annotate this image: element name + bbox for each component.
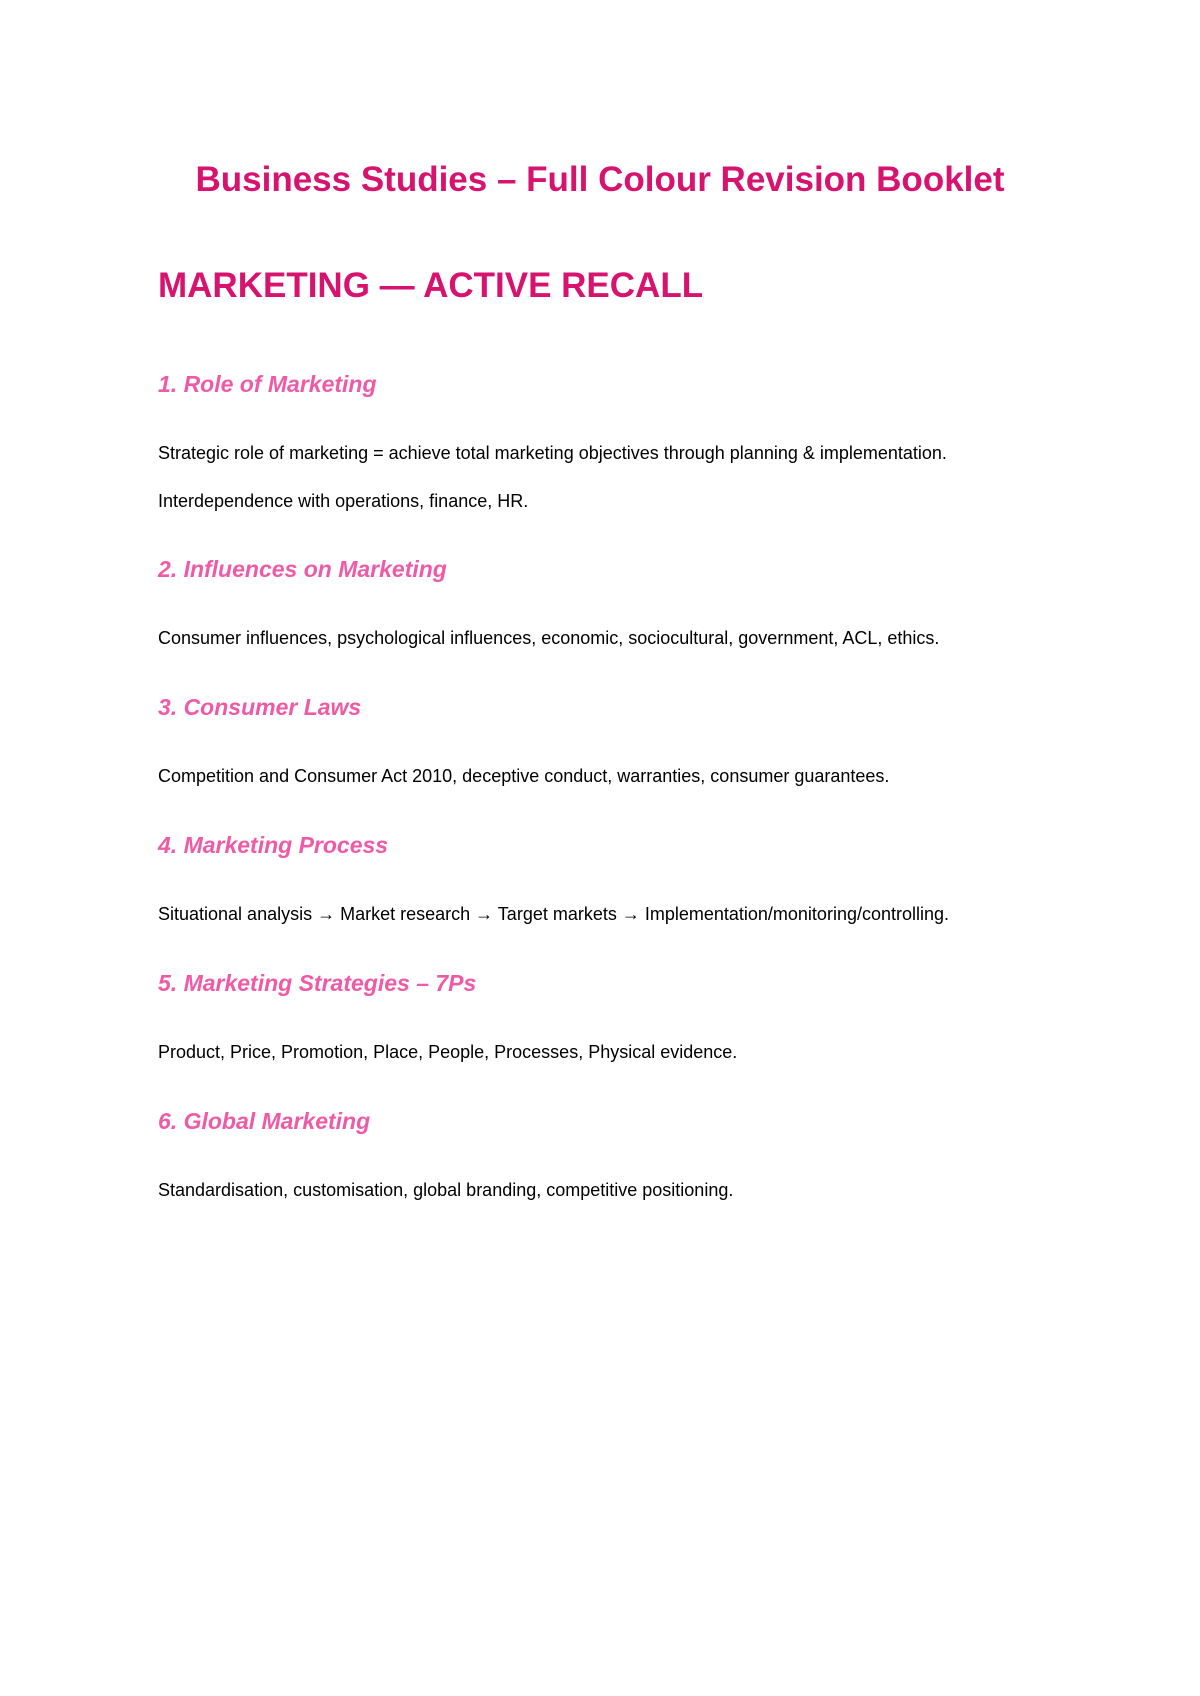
- section-body: [158, 890, 1098, 938]
- section-body: [158, 1166, 1098, 1214]
- section-global-marketing: [158, 1106, 1098, 1214]
- section-consumer-laws: [158, 692, 1098, 800]
- section-heading: 6. Global Marketing: [158, 1108, 371, 1134]
- section-title: MARKETING — ACTIVE RECALL: [158, 266, 704, 305]
- section-heading: 1. Role of Marketing: [158, 371, 377, 397]
- body-line: Consumer influences, psychological influences, economic, sociocultural, government, ACL, ethics.: [158, 628, 940, 648]
- section-body: [158, 752, 1098, 800]
- section-heading: 3. Consumer Laws: [158, 694, 362, 720]
- body-line: Interdependence with operations, finance, HR.: [158, 491, 529, 511]
- body-line: Standardisation, customisation, global branding, competitive positioning.: [158, 1180, 734, 1200]
- section-heading: 2. Influences on Marketing: [158, 556, 447, 582]
- section-body: [158, 1028, 1098, 1076]
- body-line: Competition and Consumer Act 2010, deceptive conduct, warranties, consumer guarantees.: [158, 766, 890, 786]
- body-line: Strategic role of marketing = achieve total marketing objectives through planning & implementation.: [158, 443, 947, 463]
- section-body: [158, 614, 1098, 662]
- section-heading: 5. Marketing Strategies – 7Ps: [158, 970, 477, 996]
- body-line: Product, Price, Promotion, Place, People, Processes, Physical evidence.: [158, 1042, 738, 1062]
- document-title: Business Studies – Full Colour Revision Booklet: [195, 160, 1005, 199]
- section-marketing-process: [158, 830, 1098, 938]
- section-body: [158, 429, 1098, 525]
- body-line: Situational analysis → Market research → Target markets → Implementation/monitoring/controlling.: [158, 904, 950, 924]
- section-heading: 4. Marketing Process: [158, 832, 389, 858]
- section-marketing-strategies: [158, 968, 1098, 1076]
- section-role-of-marketing: [158, 369, 1098, 525]
- section-influences-on-marketing: [158, 554, 1098, 662]
